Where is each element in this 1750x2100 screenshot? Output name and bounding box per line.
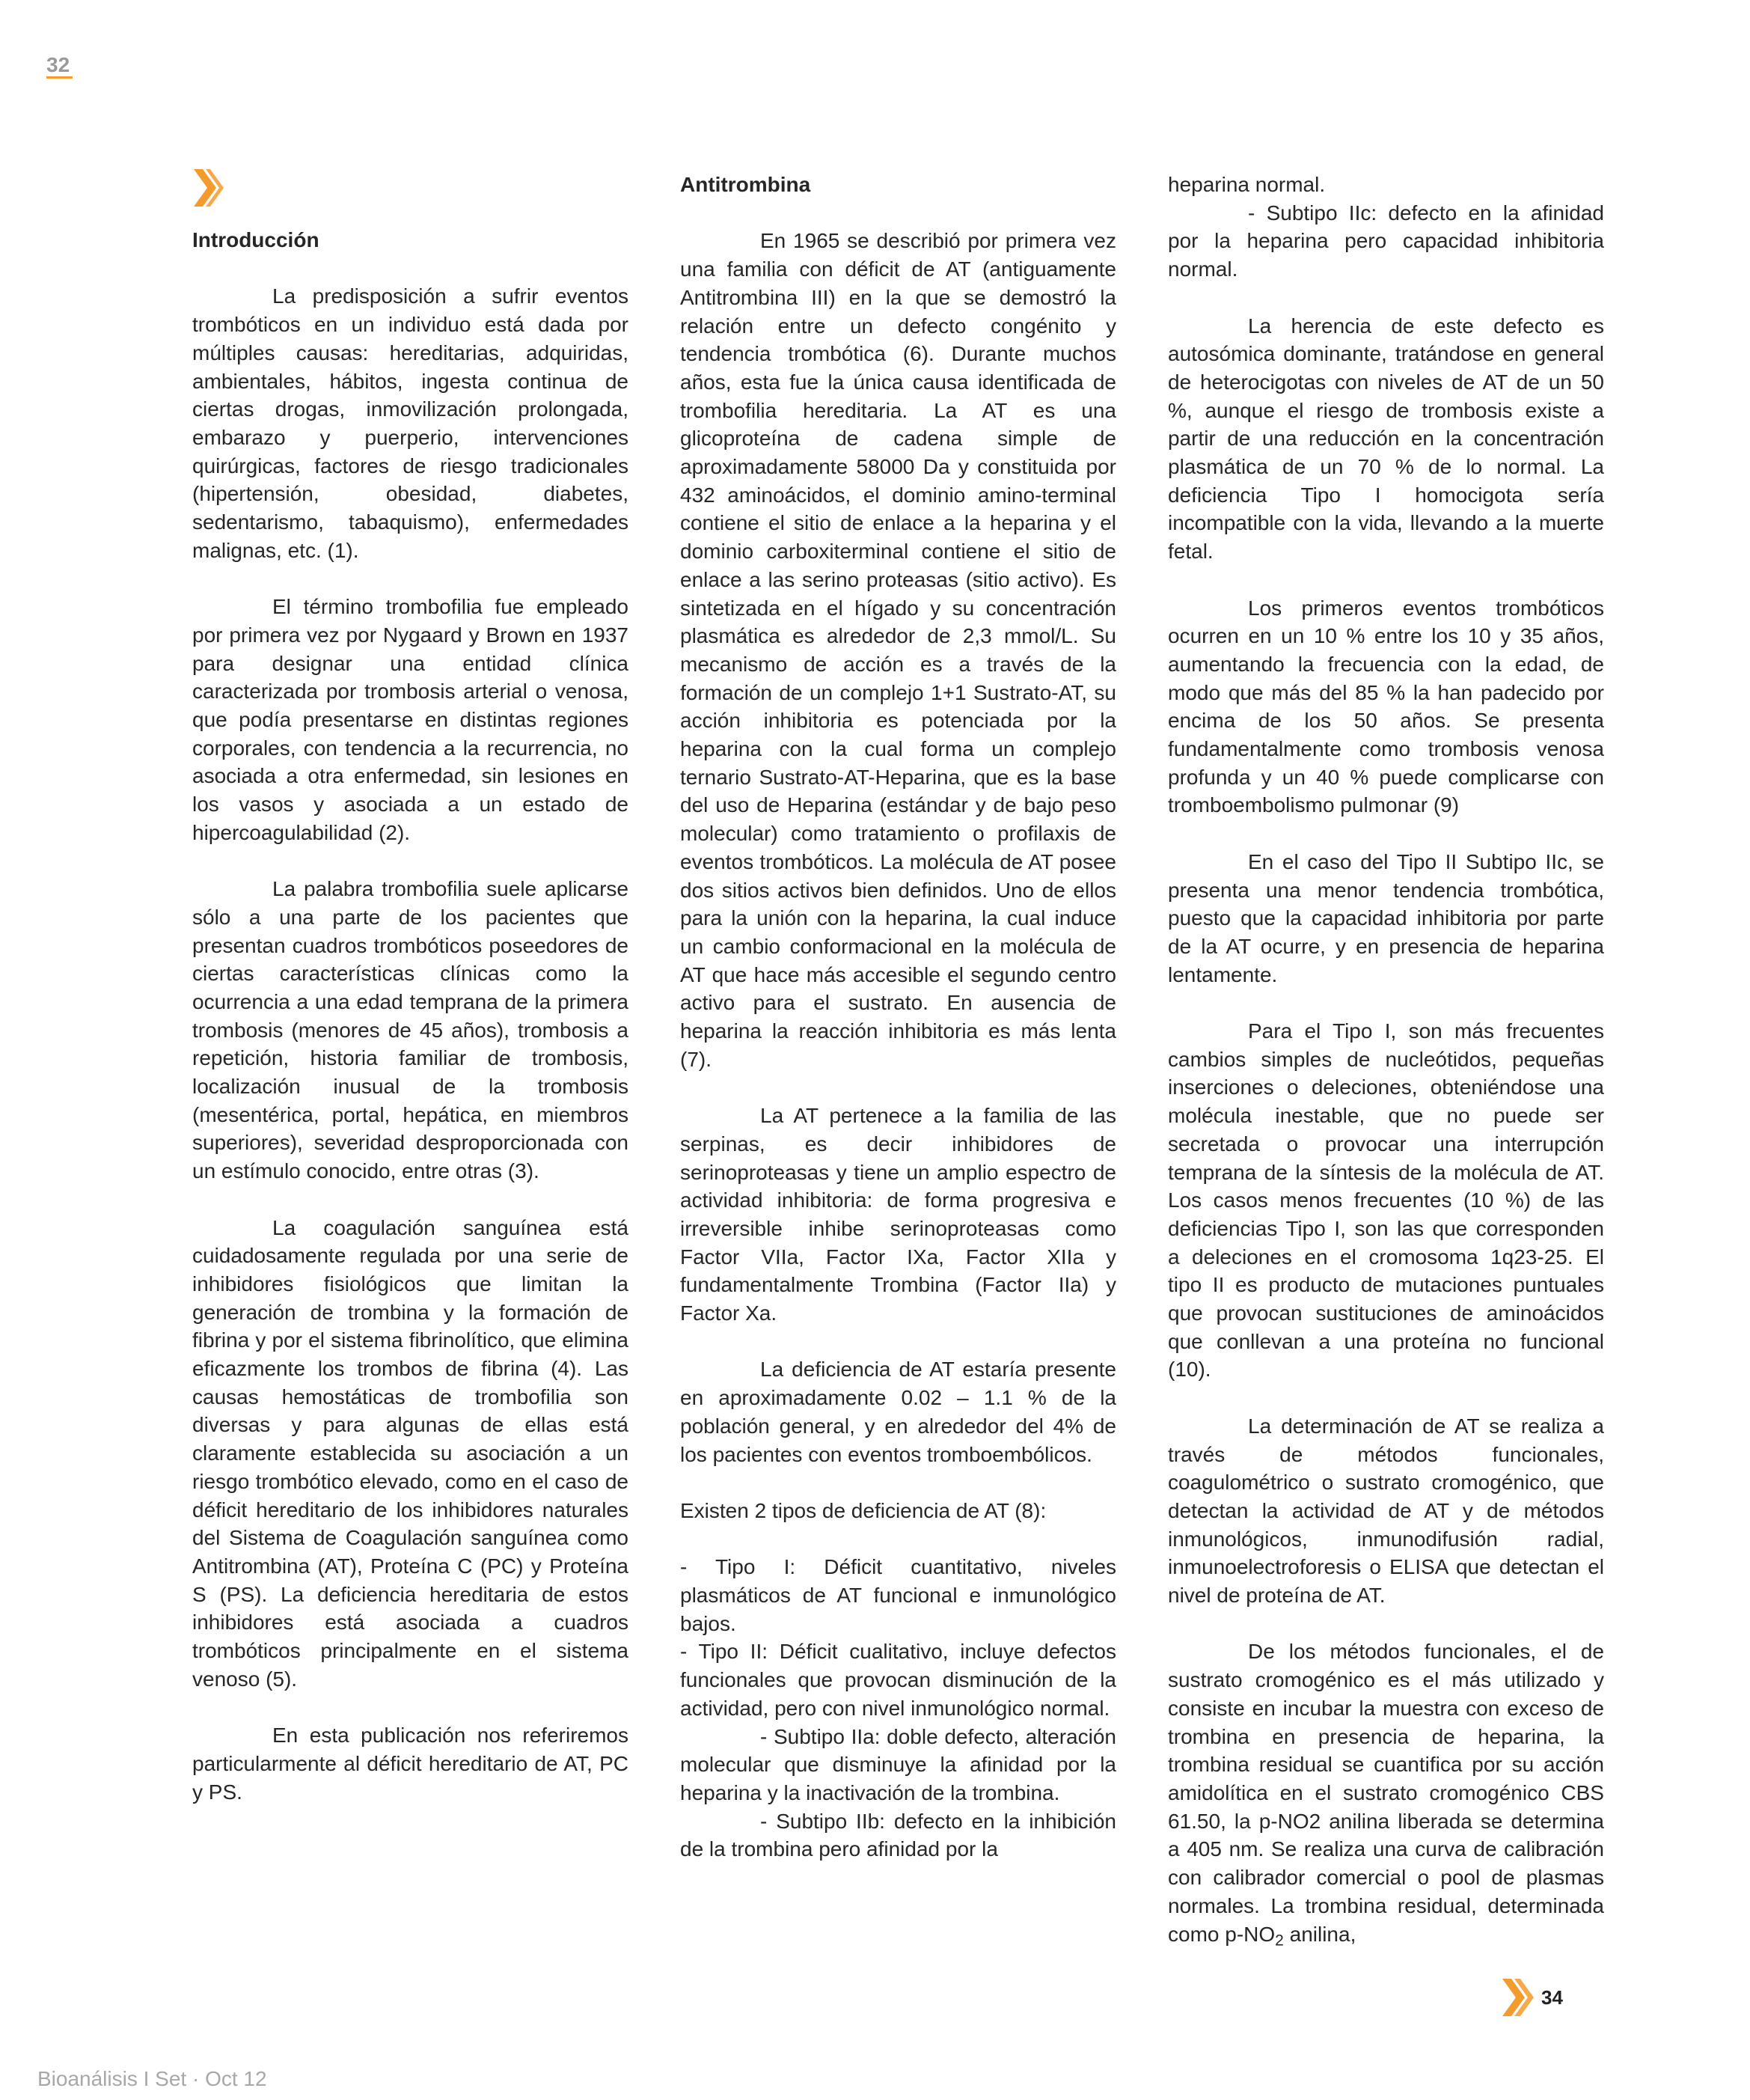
top-page-number: 32 — [46, 54, 73, 79]
paragraph: Los primeros eventos trombóticos ocurren en un 10 % entre los 10 y 35 años, aumentando la frecuencia con la edad, de modo que más del 85 % la han padecido por encima de los 50 años. Se presenta fundamentalmente como trombosis venosa profunda y un 40 % puede complicarse con tromboembolismo pulmonar (9) — [1168, 596, 1604, 817]
paragraph: La coagulación sanguínea está cuidadosamente regulada por una serie de inhibidores fisiológicos que limitan la generación de trombina y la formación de fibrina y por el sistema fibrinolítico, que elimina eficazmente los trombos de fibrina (4). Las causas hemostáticas de trombofilia son diversas y para algunas de ellas está claramente establecida su asociación a un riesgo trombótico elevado, como en el caso de déficit hereditario de los inhibidores naturales del Sistema de Coagulación sanguínea como Antitrombina (AT), Proteína C (PC) y Proteína S (PS). La deficiencia hereditaria de estos inhibidores está asociada a cuadros trombóticos principalmente en el sistema venoso (5). — [192, 1215, 628, 1691]
column-3 — [1168, 171, 1604, 1977]
paragraph: Existen 2 tipos de deficiencia de AT (8): — [680, 1498, 1047, 1522]
list-item: - Subtipo IIc: defecto en la afinidad por la heparina pero capacidad inhibitoria normal. — [1168, 201, 1604, 281]
bottom-page-number: 34 — [1541, 1986, 1563, 2009]
paragraph-tail: anilina, — [1283, 1922, 1356, 1946]
paragraph: heparina normal. — [1168, 173, 1326, 196]
list-item: - Tipo I: Déficit cuantitativo, niveles plasmáticos de AT funcional e inmunológico bajos. — [680, 1555, 1116, 1635]
paragraph: La deficiencia de AT estaría presente en aproximadamente 0.02 – 1.1 % de la población general, y en alrededor del 4% de los pacientes con eventos tromboembólicos. — [680, 1358, 1116, 1466]
paragraph: La herencia de este defecto es autosómica dominante, tratándose en general de heterocigotas con niveles de AT de un 50 %, aunque el riesgo de trombosis existe a partir de una reducción en la concentración plasmática de un 70 % de lo normal. La deficiencia Tipo I homocigota sería incompatible con la vida, llevando a la muerte fetal. — [1168, 314, 1604, 564]
paragraph: La AT pertenece a la familia de las serpinas, es decir inhibidores de serinoproteasas y tiene un amplio espectro de actividad inhibitoria: de forma progresiva e irreversible inhibe serinoproteasas como Factor VIIa, Factor IXa, Factor XIIa y fundamentalmente Trombina (Factor IIa) y Factor Xa. — [680, 1104, 1116, 1325]
list-item: - Subtipo IIa: doble defecto, alteración molecular que disminuye la afinidad por la heparina y la inactivación de la trombina. — [680, 1724, 1116, 1804]
paragraph-text: De los métodos funcionales, el de sustrato cromogénico es el más utilizado y consiste en incubar la muestra con exceso de trombina en presencia de heparina, la trombina residual se cuantifica por su acción amidolítica en el sustrato cromogénico CBS 61.50, la p-NO2 anilina liberada se determina a 405 nm. Se realiza una curva de calibración con calibrador comercial o pool de plasmas normales. La trombina residual, determinada como p-NO — [1168, 1640, 1604, 1946]
paragraph: La palabra trombofilia suele aplicarse sólo a una parte de los pacientes que presentan cuadros trombóticos poseedores de ciertas características clínicas como la ocurrencia a una edad temprana de la primera trombosis (menores de 45 años), trombosis a repetición, historia familiar de trombosis, localización inusual de la trombosis (mesentérica, portal, hepática, en miembros superiores), severidad desproporcionada con un estímulo conocido, entre otras (3). — [192, 877, 628, 1183]
paragraph: En esta publicación nos referiremos particularmente al déficit hereditario de AT, PC y PS. — [192, 1724, 628, 1804]
list-item: - Tipo II: Déficit cualitativo, incluye defectos funcionales que provocan disminución de la actividad, pero con nivel inmunológico normal. — [680, 1640, 1116, 1720]
paragraph: En el caso del Tipo II Subtipo IIc, se presenta una menor tendencia trombótica, puesto que la capacidad inhibitoria por parte de la AT ocurre, y en presencia de heparina lentamente. — [1168, 849, 1604, 986]
list-item: - Subtipo IIb: defecto en la inhibición de la trombina pero afinidad por la — [680, 1809, 1116, 1861]
subscript: 2 — [1275, 1931, 1284, 1949]
paragraph: La determinación de AT se realiza a través de métodos funcionales, coagulométrico o sustrato cromogénico, que detectan la actividad de AT y de métodos inmunológicos, inmunodifusión radial, inmunoelectroforesis o ELISA que detectan el nivel de proteína de AT. — [1168, 1414, 1604, 1608]
double-chevron-right-icon — [1501, 1977, 1535, 2018]
column-1 — [192, 226, 628, 1834]
paragraph: La predisposición a sufrir eventos trombóticos en un individuo está dada por múltiples causas: hereditarias, adquiridas, ambientales, hábitos, ingesta continua de ciertas drogas, inmovilización prolongada, embarazo y puerperio, intervenciones quirúrgicas, factores de riesgo tradicionales (hipertensión, obesidad, diabetes, sedentarismo, tabaquismo), enfermedades malignas, etc. (1). — [192, 284, 628, 562]
double-chevron-right-icon — [192, 168, 225, 208]
paragraph — [1168, 1637, 1604, 1948]
footer-publication: Bioanálisis I Set · Oct 12 — [37, 2067, 267, 2090]
paragraph: Para el Tipo I, son más frecuentes cambios simples de nucleótidos, pequeñas inserciones o deleciones, obteniéndose una molécula inestable, que no puede ser secretada o provocar una interrupción temprana de la síntesis de la molécula de AT. Los casos menos frecuentes (10 %) de las deficiencias Tipo I, son las que corresponden a deleciones en el cromosoma 1q23-25. El tipo II es producto de mutaciones puntuales que provocan sustituciones de aminoácidos que conllevan a una proteína no funcional (10). — [1168, 1019, 1604, 1382]
paragraph: En 1965 se describió por primera vez una familia con déficit de AT (antiguamente Antitrombina III) en la que se demostró la relación entre un defecto congénito y tendencia trombótica (6). Durante muchos años, esta fue la única causa identificada de trombofilia hereditaria. La AT es una glicoproteína de cadena simple de aproximadamente 58000 Da y constituida por 432 aminoácidos, el dominio amino-terminal contiene el sitio de enlace a la heparina y el dominio carboxiterminal contiene el sitio de enlace a las serino proteasas (sitio activo). Es sintetizada en el hígado y su concentración plasmática es alrededor de 2,3 mmol/L. Su mecanismo de acción es a través de la formación de un complejo 1+1 Sustrato-AT, su acción inhibitoria es potenciada por la heparina con la cual forma un complejo ternario Sustrato-AT-Heparina, que es la base del uso de Heparina (estándar y de bajo peso molecular) como tratamiento o profilaxis de eventos trombóticos. La molécula de AT posee dos sitios activos bien definidos. Uno de ellos para la unión con la heparina, la cual induce un cambio conformacional en la molécula de AT que hace más accesible el segundo centro activo para el sustrato. En ausencia de heparina la reacción inhibitoria es más lenta (7). — [680, 229, 1116, 1071]
column-2 — [680, 171, 1116, 1864]
section-heading-introduccion: Introducción — [192, 228, 319, 251]
section-heading-antitrombina: Antitrombina — [680, 173, 811, 196]
paragraph: El término trombofilia fue empleado por primera vez por Nygaard y Brown en 1937 para designar una entidad clínica caracterizada por trombosis arterial o venosa, que podía presentarse en distintas regiones corporales, con tendencia a la recurrencia, no asociada a otra enfermedad, sin lesiones en los vasos y asociada a un estado de hipercoagulabilidad (2). — [192, 595, 628, 844]
